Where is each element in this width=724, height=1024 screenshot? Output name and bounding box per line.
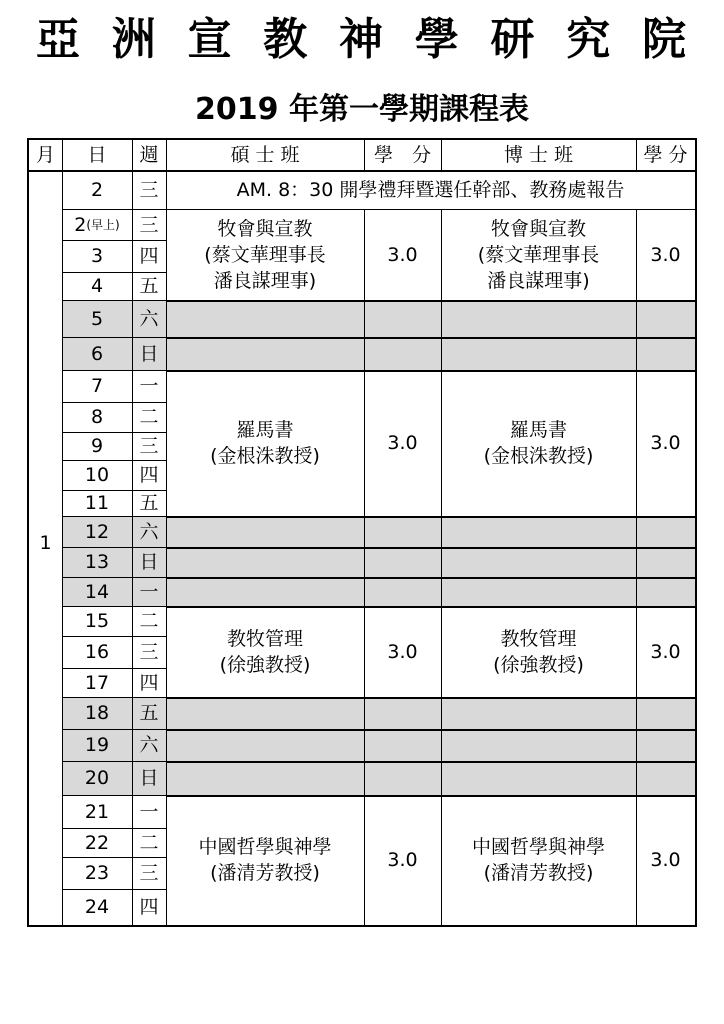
weekday-value: 一 [139, 800, 159, 823]
weekday-cell [132, 697, 166, 729]
day-value: 9 [90, 435, 104, 457]
masters-course-title: 牧會與宣教 [217, 217, 313, 240]
weekday-cell [132, 337, 166, 370]
row-divider [62, 668, 166, 669]
doctoral-course-title: 牧會與宣教 [490, 217, 586, 240]
row-divider [62, 729, 166, 730]
day-cell [62, 697, 132, 729]
school-name-char: 院 [642, 14, 686, 65]
doctoral-credits [636, 370, 695, 516]
row-divider [166, 761, 695, 763]
row-divider [62, 370, 166, 371]
weekday-value: 日 [139, 551, 159, 573]
school-name-char: 教 [263, 14, 308, 65]
doctoral-course-instructor: 潘良謀理事) [487, 269, 590, 292]
row-divider [166, 300, 695, 302]
weekday-value: 一 [139, 580, 159, 603]
row-divider [62, 606, 166, 607]
weekday-cell [132, 857, 166, 889]
masters-credits [364, 370, 441, 516]
day-value: 5 [90, 307, 104, 330]
doctoral-course [441, 795, 636, 925]
weekday-value: 二 [139, 406, 159, 428]
row-divider [166, 516, 695, 518]
day-cell [62, 857, 132, 889]
doctoral-credits [636, 606, 695, 697]
masters-course-instructor: (徐強教授) [219, 653, 311, 676]
header-doctoral-label: 博 士 班 [503, 144, 574, 166]
row-divider [62, 577, 166, 578]
weekday-value: 二 [139, 610, 159, 632]
masters-course [166, 370, 364, 516]
day-value: 23 [84, 862, 110, 884]
column-divider [441, 140, 442, 170]
weekday-cell [132, 402, 166, 432]
column-divider [441, 209, 442, 925]
masters-course [166, 606, 364, 697]
masters-credits [364, 795, 441, 925]
day-cell [62, 460, 132, 490]
day-cell [62, 761, 132, 795]
day-value: 7 [90, 375, 104, 397]
day-cell [62, 668, 132, 697]
masters-course-title: 中國哲學與神學 [198, 836, 332, 858]
doctoral-course-title: 羅馬書 [509, 419, 567, 441]
day-value: 2 [90, 178, 104, 201]
row-divider [62, 547, 166, 548]
day-note: (早上) [86, 217, 120, 232]
weekday-value: 日 [139, 342, 159, 365]
day-cell [62, 170, 132, 209]
weekday-value: 四 [139, 896, 159, 918]
row-divider [62, 889, 166, 890]
course-schedule-table [27, 138, 697, 927]
day-cell [62, 337, 132, 370]
header-weekday-label: 週 [139, 144, 159, 166]
school-name-char: 洲 [111, 14, 156, 65]
weekday-cell [132, 761, 166, 795]
column-divider [636, 140, 637, 170]
day-cell [62, 240, 132, 272]
doctoral-course-title: 教牧管理 [500, 627, 577, 650]
masters-course-instructor: (金根洙教授) [210, 445, 320, 467]
doctoral-credits-value: 3.0 [650, 849, 681, 871]
masters-course-instructor: 潘良謀理事) [213, 269, 317, 292]
masters-credits-value: 3.0 [387, 640, 418, 663]
day-cell [62, 577, 132, 606]
weekday-value: 六 [139, 520, 159, 543]
day-value: 10 [84, 464, 110, 486]
row-divider [62, 300, 166, 301]
row-divider [62, 402, 166, 403]
doctoral-course-title: 中國哲學與神學 [471, 836, 605, 858]
day-cell [62, 516, 132, 547]
row-divider [166, 209, 695, 210]
row-divider [62, 272, 166, 273]
row-divider [62, 240, 166, 241]
doctoral-course [441, 370, 636, 516]
day-cell [62, 729, 132, 761]
weekday-value: 三 [139, 641, 159, 663]
masters-credits-value: 3.0 [387, 243, 418, 266]
weekday-value: 四 [139, 671, 159, 694]
day-value: 21 [84, 800, 110, 823]
row-divider [166, 370, 695, 372]
weekday-cell [132, 300, 166, 337]
weekday-value: 三 [139, 862, 159, 884]
masters-course-title: 羅馬書 [236, 419, 294, 441]
row-divider [166, 547, 695, 549]
column-divider [636, 209, 637, 925]
weekday-value: 五 [139, 492, 159, 514]
day-cell [62, 828, 132, 857]
masters-course [166, 209, 364, 300]
header-masters [166, 140, 364, 170]
day-cell [62, 889, 132, 925]
weekday-cell [132, 516, 166, 547]
weekday-value: 五 [139, 702, 159, 724]
weekday-cell [132, 170, 166, 209]
day-value: 2 [74, 213, 87, 236]
day-cell [62, 402, 132, 432]
row-divider [62, 761, 166, 762]
weekday-cell [132, 432, 166, 460]
row-divider [62, 795, 166, 796]
day-cell [62, 606, 132, 636]
doctoral-course-instructor: (金根洙教授) [483, 445, 594, 467]
weekday-value: 四 [139, 245, 159, 267]
day-cell [62, 272, 132, 300]
row-divider [166, 795, 695, 797]
day-value: 8 [90, 406, 104, 428]
month-value: 1 [39, 532, 52, 554]
doctoral-credits [636, 795, 695, 925]
day-value: 20 [84, 767, 110, 789]
day-value: 4 [90, 275, 104, 297]
weekday-cell [132, 828, 166, 857]
day-value: 24 [84, 896, 110, 918]
row-divider [62, 857, 166, 858]
header-weekday [132, 140, 166, 170]
school-name-char: 宣 [187, 14, 232, 65]
school-name-char: 亞 [36, 14, 80, 65]
school-name-char: 學 [414, 14, 459, 65]
school-name-char: 究 [566, 14, 611, 65]
day-cell [62, 795, 132, 828]
row-divider [62, 697, 166, 698]
header-credits [364, 140, 441, 170]
day-value: 12 [84, 520, 110, 543]
day-cell [62, 490, 132, 516]
weekday-cell [132, 460, 166, 490]
doctoral-credits-value: 3.0 [650, 243, 681, 266]
masters-credits [364, 209, 441, 300]
header-month-label: 月 [35, 144, 55, 166]
header-credits-label: 學 分 [373, 144, 431, 166]
weekday-value: 五 [139, 275, 159, 297]
masters-course-title: 教牧管理 [226, 627, 303, 650]
weekday-cell [132, 370, 166, 402]
row-divider [29, 170, 695, 172]
opening-event [166, 170, 695, 209]
column-divider [166, 140, 167, 925]
row-divider [62, 432, 166, 433]
day-value: 18 [84, 702, 110, 724]
weekday-value: 二 [139, 831, 159, 854]
day-value: 11 [84, 492, 110, 514]
school-name-char: 研 [490, 14, 535, 65]
weekday-value: 四 [139, 464, 159, 486]
header-day-label: 日 [87, 144, 107, 166]
row-divider [62, 516, 166, 517]
header-masters-label: 碩 士 班 [230, 144, 300, 166]
weekday-cell [132, 636, 166, 668]
masters-course-instructor: (蔡文華理事長 [204, 243, 326, 266]
header-month [29, 140, 62, 170]
doctoral-course-instructor: (徐強教授) [493, 653, 584, 676]
weekday-value: 六 [139, 307, 159, 330]
day-value: 22 [84, 831, 110, 854]
row-divider [62, 636, 166, 637]
weekday-cell [132, 272, 166, 300]
masters-course [166, 795, 364, 925]
masters-course-instructor: (潘清芳教授) [210, 862, 320, 884]
day-cell [62, 547, 132, 577]
weekday-cell [132, 547, 166, 577]
weekday-value: 一 [139, 375, 159, 397]
row-divider [62, 209, 166, 210]
doctoral-course [441, 209, 636, 300]
column-divider [132, 140, 133, 925]
month-cell [29, 170, 62, 925]
day-cell [62, 300, 132, 337]
schedule-subtitle: 2019 年第一學期課程表 [195, 92, 529, 127]
column-divider [364, 209, 365, 925]
day-value: 6 [90, 342, 104, 365]
day-cell [62, 636, 132, 668]
masters-credits [364, 606, 441, 697]
weekday-cell [132, 668, 166, 697]
day-value: 3 [90, 245, 104, 267]
header-credits [636, 140, 695, 170]
weekday-cell [132, 490, 166, 516]
day-value: 15 [84, 610, 110, 632]
day-value: 17 [84, 671, 110, 694]
weekday-value: 日 [139, 767, 159, 789]
weekday-cell [132, 209, 166, 240]
day-cell [62, 432, 132, 460]
doctoral-course-instructor: (蔡文華理事長 [477, 243, 600, 266]
column-divider [62, 140, 63, 925]
header-day [62, 140, 132, 170]
day-cell [62, 370, 132, 402]
doctoral-course [441, 606, 636, 697]
day-value: 16 [84, 641, 110, 663]
header-credits-label: 學 分 [643, 144, 688, 166]
doctoral-credits-value: 3.0 [650, 640, 681, 663]
weekday-cell [132, 729, 166, 761]
opening-event-text: AM. 8：30 開學禮拜暨選任幹部、教務處報告 [236, 178, 625, 201]
row-divider [62, 828, 166, 829]
day-value: 19 [84, 734, 110, 756]
school-name [0, 14, 724, 66]
weekday-cell [132, 240, 166, 272]
weekday-cell [132, 795, 166, 828]
header-doctoral [441, 140, 636, 170]
row-divider [62, 337, 166, 338]
doctoral-credits [636, 209, 695, 300]
row-divider [166, 606, 695, 608]
day-value: 14 [84, 580, 110, 603]
row-divider [166, 729, 695, 731]
masters-credits-value: 3.0 [387, 432, 418, 454]
doctoral-course-instructor: (潘清芳教授) [483, 862, 594, 884]
weekday-cell [132, 577, 166, 606]
masters-credits-value: 3.0 [387, 849, 418, 871]
weekday-value: 六 [139, 734, 159, 756]
column-divider [364, 140, 365, 170]
row-divider [166, 577, 695, 579]
day-value: 13 [84, 551, 110, 573]
weekday-cell [132, 606, 166, 636]
weekday-value: 三 [139, 178, 159, 201]
school-name-char: 神 [339, 14, 383, 65]
row-divider [166, 697, 695, 699]
row-divider [62, 460, 166, 461]
doctoral-credits-value: 3.0 [650, 432, 681, 454]
row-divider [166, 337, 695, 339]
row-divider [62, 490, 166, 491]
weekday-value: 三 [139, 213, 159, 236]
weekday-value: 三 [139, 435, 159, 457]
day-cell [62, 209, 132, 240]
weekday-cell [132, 889, 166, 925]
